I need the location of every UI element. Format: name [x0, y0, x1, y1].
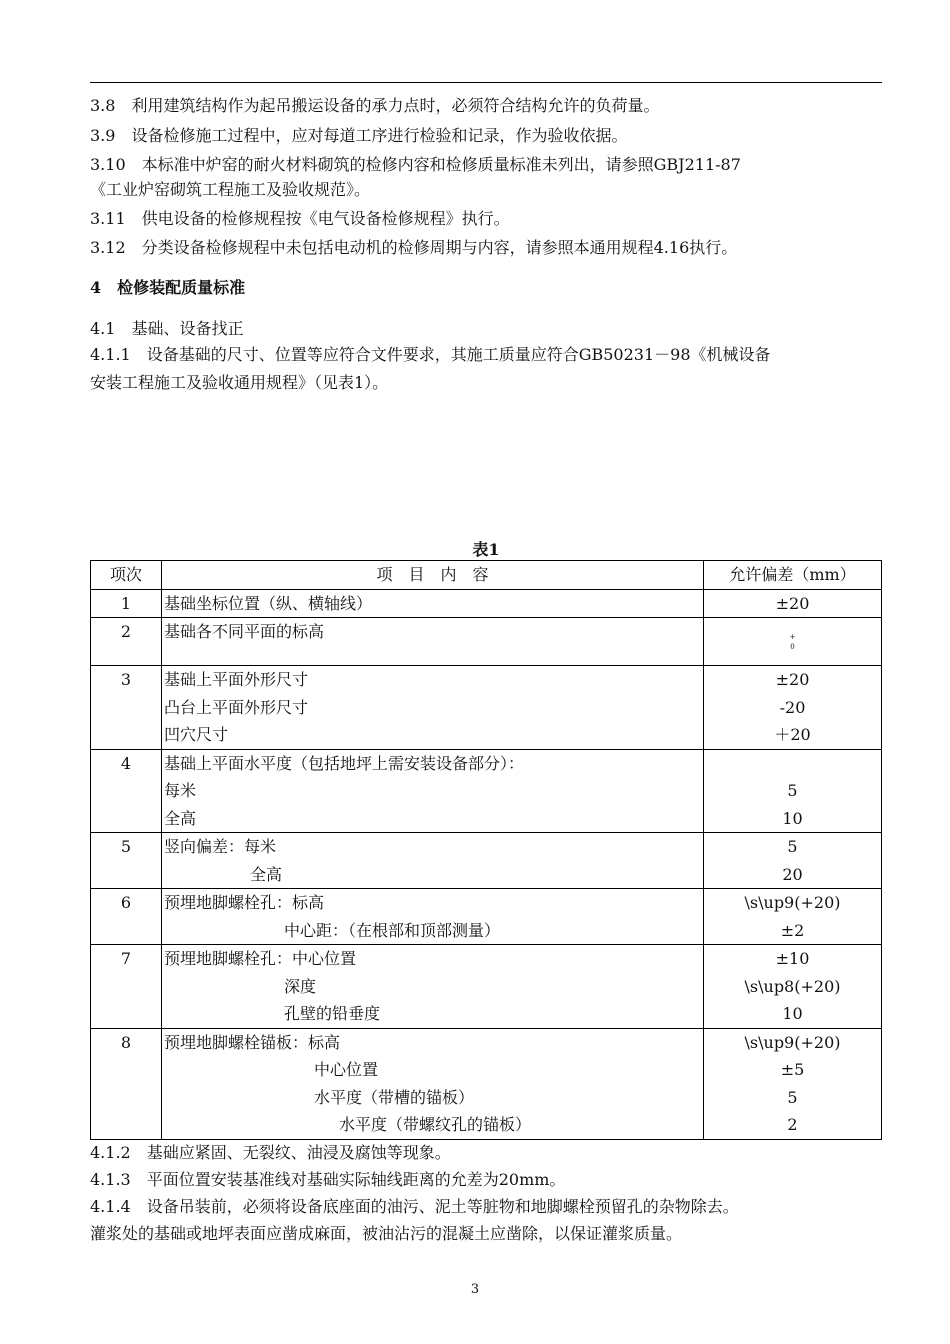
- table-row: [91, 589, 882, 618]
- row-tolerance: ±10 \s\up8(+20) 10: [704, 945, 882, 1029]
- para-3-10-line1: 3.10 本标准中炉窑的耐火材料砌筑的检修内容和检修质量标准未列出，请参照GBJ211-87: [90, 155, 741, 174]
- row-no: 1: [91, 589, 162, 618]
- row-content: 预埋地脚螺栓孔：标高 中心距：（在根部和顶部测量）: [162, 889, 704, 945]
- table-row: [91, 1028, 882, 1139]
- para-4-1-2: 4.1.2 基础应紧固、无裂纹、油浸及腐蚀等现象。: [90, 1143, 451, 1162]
- page-number: 3: [470, 1282, 480, 1297]
- row-no: 8: [91, 1028, 162, 1139]
- row-no: 5: [91, 833, 162, 889]
- row-no: 7: [91, 945, 162, 1029]
- row-content: 基础坐标位置（纵、横轴线）: [162, 589, 704, 618]
- header-tolerance: 允许偏差（mm）: [704, 561, 882, 590]
- para-4-1-1-line1: 4.1.1 设备基础的尺寸、位置等应符合文件要求，其施工质量应符合GB50231－98《机械设备: [90, 345, 771, 364]
- row-tolerance: ±20: [704, 589, 882, 618]
- para-3-10-line2: 《工业炉窑砌筑工程施工及验收规范》。: [90, 180, 371, 199]
- row-no: 3: [91, 666, 162, 750]
- row-content: 基础各不同平面的标高: [162, 618, 704, 666]
- row-no: 2: [91, 618, 162, 666]
- para-4-1-3: 4.1.3 平面位置安装基准线对基础实际轴线距离的允差为20mm。: [90, 1170, 566, 1189]
- row-tolerance: \s\up9(+20) ±2: [704, 889, 882, 945]
- row-no: 6: [91, 889, 162, 945]
- table-header-row: [91, 561, 882, 590]
- table-row: [91, 618, 882, 666]
- table-row: [91, 889, 882, 945]
- row-content: 竖向偏差：每米 全高: [162, 833, 704, 889]
- row-no: 4: [91, 749, 162, 833]
- table-row: [91, 666, 882, 750]
- row-content: 基础上平面水平度（包括地坪上需安装设备部分）： 每米 全高: [162, 749, 704, 833]
- row-content: 基础上平面外形尺寸 凸台上平面外形尺寸 凹穴尺寸: [162, 666, 704, 750]
- section-heading: 4 检修装配质量标准: [90, 278, 246, 297]
- row-tolerance: 5 10: [704, 749, 882, 833]
- table-row: [91, 833, 882, 889]
- table-row: [91, 945, 882, 1029]
- para-4-1-4-line2: 灌浆处的基础或地坪表面应凿成麻面，被油沾污的混凝土应凿除，以保证灌浆质量。: [90, 1224, 683, 1243]
- row-content: 预埋地脚螺栓锚板：标高 中心位置 水平度（带槽的锚板） 水平度（带螺纹孔的锚板）: [162, 1028, 704, 1139]
- table-row: [91, 749, 882, 833]
- row-tolerance: \s\up9(+20) ±5 5 2: [704, 1028, 882, 1139]
- row-tolerance: 5 20: [704, 833, 882, 889]
- para-3-12: 3.12 分类设备检修规程中未包括电动机的检修周期与内容，请参照本通用规程4.16执行。: [90, 238, 738, 257]
- tolerance-table: [90, 560, 882, 1140]
- header-rule: [90, 82, 882, 83]
- header-no: 项次: [91, 561, 162, 590]
- para-3-8: 3.8 利用建筑结构作为起吊搬运设备的承力点时，必须符合结构允许的负荷量。: [90, 96, 660, 115]
- row-tolerance: ±20 -20 ＋20: [704, 666, 882, 750]
- header-content: 项 目 内 容: [162, 561, 704, 590]
- para-4-1-1-line2: 安装工程施工及验收通用规程》（见表1）。: [90, 373, 389, 392]
- table-caption: 表1: [472, 540, 500, 559]
- row-tolerance: + 0: [704, 618, 882, 666]
- para-4-1-4-line1: 4.1.4 设备吊装前，必须将设备底座面的油污、泥土等脏物和地脚螺栓预留孔的杂物除去。: [90, 1197, 739, 1216]
- row-content: 预埋地脚螺栓孔：中心位置 深度 孔壁的铅垂度: [162, 945, 704, 1029]
- sub-heading: 4.1 基础、设备找正: [90, 319, 244, 338]
- para-3-9: 3.9 设备检修施工过程中，应对每道工序进行检验和记录，作为验收依据。: [90, 126, 628, 145]
- para-3-11: 3.11 供电设备的检修规程按《电气设备检修规程》执行。: [90, 209, 510, 228]
